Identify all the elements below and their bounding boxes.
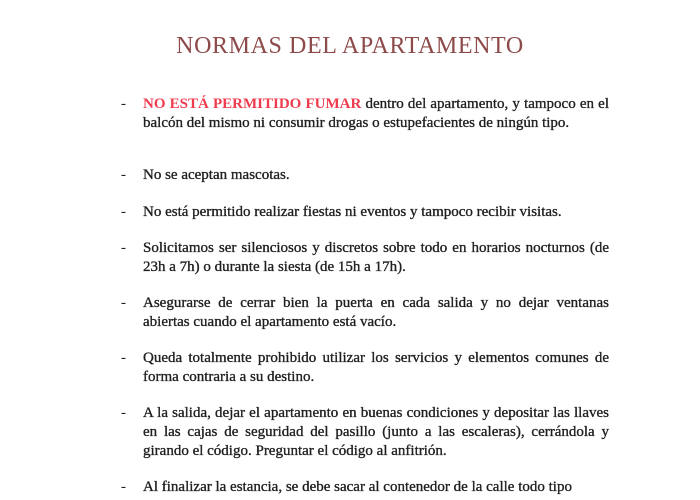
rule-bullet: - bbox=[121, 167, 126, 183]
rule-text-events: No está permitido realizar fiestas ni eventos y tampoco recibir visitas. bbox=[143, 204, 562, 220]
rule-bullet: - bbox=[121, 295, 126, 311]
rule-text-smoking bbox=[143, 95, 609, 133]
rule-text-trash: Al finalizar la estancia, se debe sacar al contenedor de la calle todo tipo bbox=[143, 479, 572, 495]
document-title: NORMAS DEL APARTAMENTO bbox=[176, 33, 524, 59]
rule-bullet: - bbox=[121, 350, 126, 366]
rule-bullet: - bbox=[121, 479, 126, 495]
rule-text-pets: No se aceptan mascotas. bbox=[143, 167, 290, 183]
rule-item-checkout bbox=[0, 404, 700, 484]
rule-bullet: - bbox=[121, 204, 126, 220]
rule-text-quiet: Solicitamos ser silenciosos y discretos sobre todo en horarios nocturnos (de 23h a 7h) o durante la siesta (de 15h a 17h). bbox=[143, 240, 609, 275]
rule-item-smoking bbox=[0, 95, 700, 175]
rule-text-door: Asegurarse de cerrar bien la puerta en cada salida y no dejar ventanas abiertas cuando el apartamento está vacío. bbox=[143, 295, 609, 330]
rule-body-text: dentro del apartamento, y tampoco en el balcón del mismo ni consumir drogas o estupefacientes de ningún tipo. bbox=[143, 96, 609, 131]
rule-highlight-text: NO ESTÁ PERMITIDO FUMAR bbox=[143, 96, 362, 112]
rule-text-checkout: A la salida, dejar el apartamento en buenas condiciones y depositar las llaves en las cajas de seguridad del pasillo (junto a las escaleras), cerrándola y girando el código. Preguntar el código al anfitrión. bbox=[143, 405, 609, 459]
rule-item-trash bbox=[0, 478, 700, 500]
rule-bullet: - bbox=[121, 240, 126, 256]
rule-text-common-elements: Queda totalmente prohibido utilizar los servicios y elementos comunes de forma contraria a su destino. bbox=[143, 350, 609, 385]
rule-bullet: - bbox=[121, 405, 126, 421]
rule-bullet: - bbox=[121, 96, 126, 112]
